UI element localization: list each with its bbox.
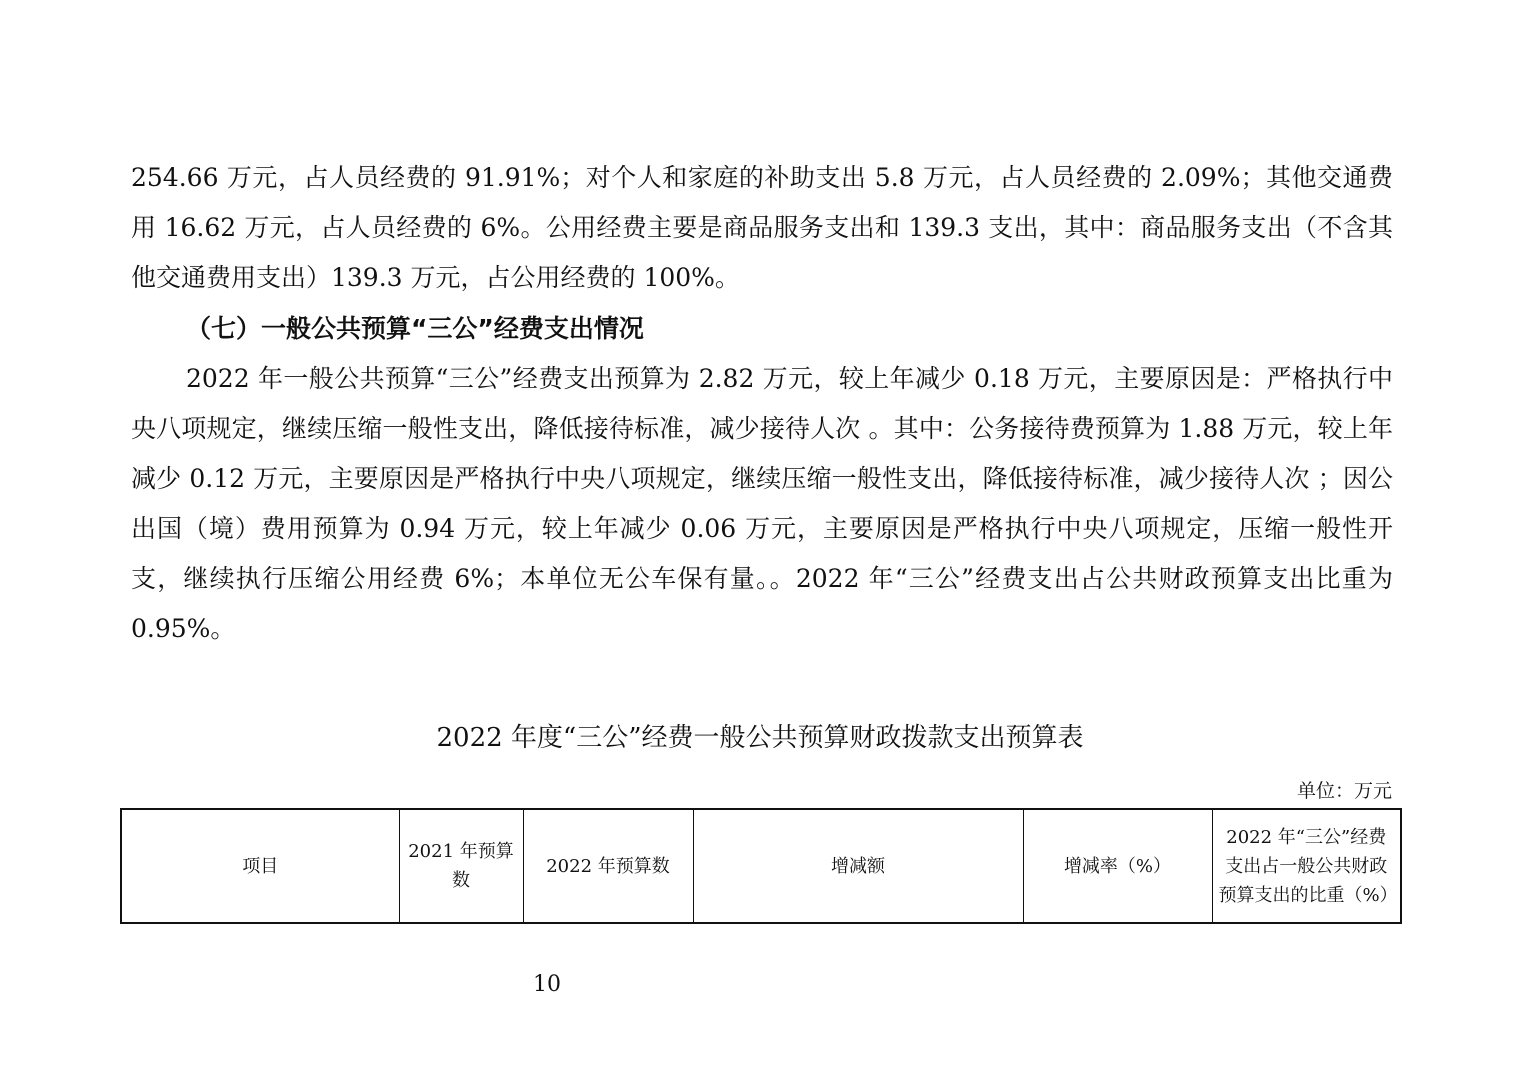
header-change-rate: 增减率（%） (1023, 809, 1212, 923)
header-change-amount: 增减额 (693, 809, 1023, 923)
header-2021-budget: 2021 年预算数 (399, 809, 523, 923)
table-title: 2022 年度“三公”经费一般公共预算财政拨款支出预算表 (436, 723, 1084, 753)
header-share-of-budget: 2022 年“三公”经费支出占一般公共财政预算支出的比重（%） (1212, 809, 1401, 923)
table-header-row (121, 809, 1401, 923)
header-item: 项目 (121, 809, 399, 923)
unit-label: 单位：万元 (1296, 780, 1392, 802)
body-paragraph-1: 254.66 万元，占人员经费的 91.91%；对个人和家庭的补助支出 5.8 万元，占人员经费的 2.09%；其他交通费用 16.62 万元，占人员经费的 6%。公用经费主要是商品服务支出和 139.3 支出，其中：商品服务支出（不含其他交通费用支出）139.3 万元，占公用经费的 100%。 (131, 163, 1393, 292)
header-2022-budget: 2022 年预算数 (523, 809, 693, 923)
section-heading-7: （七）一般公共预算“三公”经费支出情况 (186, 314, 644, 343)
page-number: 10 (533, 972, 561, 997)
body-paragraph-2: 2022 年一般公共预算“三公”经费支出预算为 2.82 万元，较上年减少 0.18 万元，主要原因是：严格执行中央八项规定，继续压缩一般性支出，降低接待标准，减少接待人次 。其中：公务接待费预算为 1.88 万元，较上年减少 0.12 万元，主要原因是严格执行中央八项规定，继续压缩一般性支出，降低接待标准，减少接待人次 ；因公出国（境）费用预算为 0.94 万元，较上年减少 0.06 万元，主要原因是严格执行中央八项规定，压缩一般性开支，继续执行压缩公用经费 6%；本单位无公车保有量。。2022 年“三公”经费支出占公共财政预算支出比重为 0.95%。 (131, 364, 1393, 643)
budget-table (120, 808, 1402, 924)
